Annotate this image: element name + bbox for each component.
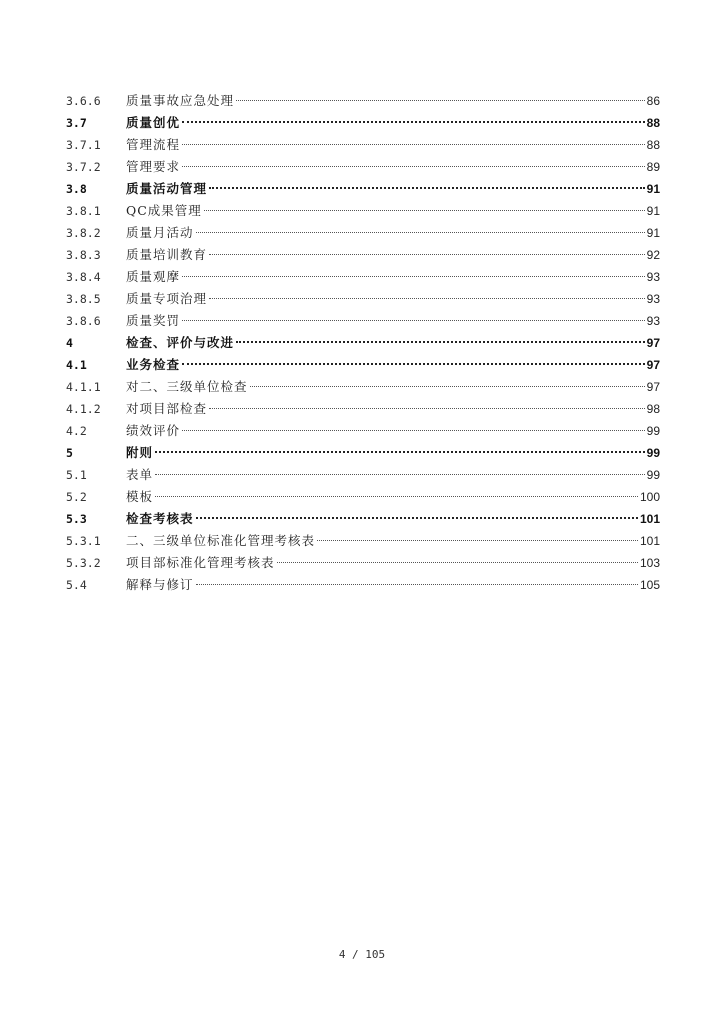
toc-entry-page-number: 98 xyxy=(646,402,660,416)
toc-entry-title: 对二、三级单位检查 xyxy=(126,379,248,394)
toc-dot-leader xyxy=(209,254,645,255)
toc-entry[interactable] xyxy=(66,156,660,178)
toc-entry[interactable] xyxy=(66,508,660,530)
toc-entry[interactable] xyxy=(66,552,660,574)
toc-entry-page-number: 92 xyxy=(646,248,660,262)
toc-entry-number: 3.7.1 xyxy=(66,138,101,152)
toc-entry-number: 3.8.6 xyxy=(66,314,101,328)
toc-entry[interactable] xyxy=(66,574,660,596)
toc-entry[interactable] xyxy=(66,90,660,112)
toc-entry-title: 模板 xyxy=(126,489,154,504)
toc-entry-title: 二、三级单位标准化管理考核表 xyxy=(126,533,316,548)
toc-entry-title: 质量观摩 xyxy=(126,269,181,284)
toc-entry-title: QC成果管理 xyxy=(126,203,202,218)
toc-entry-title: 表单 xyxy=(126,467,154,482)
toc-dot-leader xyxy=(182,121,645,123)
toc-entry[interactable] xyxy=(66,266,660,288)
toc-entry[interactable] xyxy=(66,486,660,508)
toc-entry-page-number: 105 xyxy=(639,578,660,592)
toc-entry-title: 质量月活动 xyxy=(126,225,194,240)
toc-entry-page-number: 99 xyxy=(646,468,660,482)
toc-entry-title: 业务检查 xyxy=(126,357,181,372)
toc-dot-leader xyxy=(250,386,645,387)
toc-entry-title: 附则 xyxy=(126,445,154,460)
toc-entry-number: 5.3.2 xyxy=(66,556,101,570)
toc-dot-leader xyxy=(209,298,645,299)
toc-entry-title: 检查考核表 xyxy=(126,511,194,526)
toc-dot-leader xyxy=(182,144,645,145)
toc-dot-leader xyxy=(317,540,638,541)
toc-entry-title: 质量创优 xyxy=(126,115,181,130)
toc-entry-title: 管理要求 xyxy=(126,159,181,174)
toc-entry-number: 3.8.1 xyxy=(66,204,101,218)
toc-entry-number: 3.8.3 xyxy=(66,248,101,262)
toc-entry[interactable] xyxy=(66,222,660,244)
toc-entry-page-number: 97 xyxy=(646,336,660,350)
toc-entry[interactable] xyxy=(66,398,660,420)
toc-dot-leader xyxy=(182,363,645,365)
toc-dot-leader xyxy=(182,430,645,431)
toc-entry-page-number: 89 xyxy=(646,160,660,174)
toc-dot-leader xyxy=(182,320,645,321)
toc-entry-page-number: 103 xyxy=(639,556,660,570)
toc-entry-number: 5.4 xyxy=(66,578,87,592)
toc-entry-page-number: 101 xyxy=(639,512,660,526)
toc-dot-leader xyxy=(236,341,645,343)
toc-entry-title: 质量奖罚 xyxy=(126,313,181,328)
toc-entry-page-number: 99 xyxy=(646,424,660,438)
toc-entry-page-number: 88 xyxy=(646,116,660,130)
toc-entry-number: 5.1 xyxy=(66,468,87,482)
toc-entry-number: 4.2 xyxy=(66,424,87,438)
toc-entry-title: 管理流程 xyxy=(126,137,181,152)
table-of-contents xyxy=(66,90,660,596)
toc-dot-leader xyxy=(196,232,645,233)
toc-entry-page-number: 93 xyxy=(646,314,660,328)
toc-entry-title: 项目部标准化管理考核表 xyxy=(126,555,275,570)
toc-dot-leader xyxy=(155,474,645,475)
toc-entry-page-number: 91 xyxy=(646,204,660,218)
toc-entry-page-number: 100 xyxy=(639,490,660,504)
toc-entry-number: 4.1.1 xyxy=(66,380,101,394)
toc-entry-number: 3.7.2 xyxy=(66,160,101,174)
toc-entry-page-number: 88 xyxy=(646,138,660,152)
toc-entry-title: 检查、评价与改进 xyxy=(126,335,235,350)
toc-entry[interactable] xyxy=(66,244,660,266)
toc-entry-title: 质量活动管理 xyxy=(126,181,208,196)
toc-dot-leader xyxy=(209,187,645,189)
toc-entry-number: 3.8 xyxy=(66,182,87,196)
toc-entry[interactable] xyxy=(66,442,660,464)
toc-entry[interactable] xyxy=(66,288,660,310)
toc-entry-title: 对项目部检查 xyxy=(126,401,208,416)
toc-entry-number: 3.7 xyxy=(66,116,87,130)
toc-entry-number: 5 xyxy=(66,446,73,460)
toc-entry-page-number: 86 xyxy=(646,94,660,108)
toc-entry-number: 4 xyxy=(66,336,73,350)
page-number-footer: 4 / 105 xyxy=(338,948,386,961)
toc-entry-number: 5.3.1 xyxy=(66,534,101,548)
toc-dot-leader xyxy=(155,496,638,497)
toc-dot-leader xyxy=(155,451,645,453)
toc-dot-leader xyxy=(204,210,645,211)
toc-entry[interactable] xyxy=(66,200,660,222)
toc-entry-number: 3.8.4 xyxy=(66,270,101,284)
toc-entry[interactable] xyxy=(66,420,660,442)
toc-entry-title: 解释与修订 xyxy=(126,577,194,592)
toc-entry[interactable] xyxy=(66,530,660,552)
toc-entry[interactable] xyxy=(66,178,660,200)
toc-entry[interactable] xyxy=(66,134,660,156)
toc-entry-page-number: 99 xyxy=(646,446,660,460)
toc-entry-title: 质量培训教育 xyxy=(126,247,208,262)
toc-entry-number: 3.6.6 xyxy=(66,94,101,108)
toc-entry-page-number: 93 xyxy=(646,292,660,306)
toc-entry-page-number: 93 xyxy=(646,270,660,284)
toc-entry[interactable] xyxy=(66,354,660,376)
toc-entry-title: 质量专项治理 xyxy=(126,291,208,306)
toc-dot-leader xyxy=(277,562,638,563)
toc-entry-page-number: 91 xyxy=(646,182,660,196)
toc-entry-page-number: 97 xyxy=(646,358,660,372)
toc-dot-leader xyxy=(182,166,645,167)
toc-dot-leader xyxy=(196,517,638,519)
toc-entry[interactable] xyxy=(66,464,660,486)
toc-entry[interactable] xyxy=(66,112,660,134)
toc-entry-number: 3.8.5 xyxy=(66,292,101,306)
toc-dot-leader xyxy=(182,276,645,277)
toc-entry-page-number: 101 xyxy=(639,534,660,548)
toc-dot-leader xyxy=(236,100,645,101)
toc-entry[interactable] xyxy=(66,332,660,354)
toc-entry-number: 4.1.2 xyxy=(66,402,101,416)
toc-dot-leader xyxy=(196,584,638,585)
toc-entry-number: 3.8.2 xyxy=(66,226,101,240)
toc-dot-leader xyxy=(209,408,645,409)
toc-entry[interactable] xyxy=(66,310,660,332)
toc-entry[interactable] xyxy=(66,376,660,398)
toc-entry-number: 5.2 xyxy=(66,490,87,504)
toc-entry-page-number: 91 xyxy=(646,226,660,240)
toc-entry-number: 4.1 xyxy=(66,358,87,372)
toc-entry-number: 5.3 xyxy=(66,512,87,526)
toc-entry-page-number: 97 xyxy=(646,380,660,394)
toc-entry-title: 质量事故应急处理 xyxy=(126,93,235,108)
toc-entry-title: 绩效评价 xyxy=(126,423,181,438)
